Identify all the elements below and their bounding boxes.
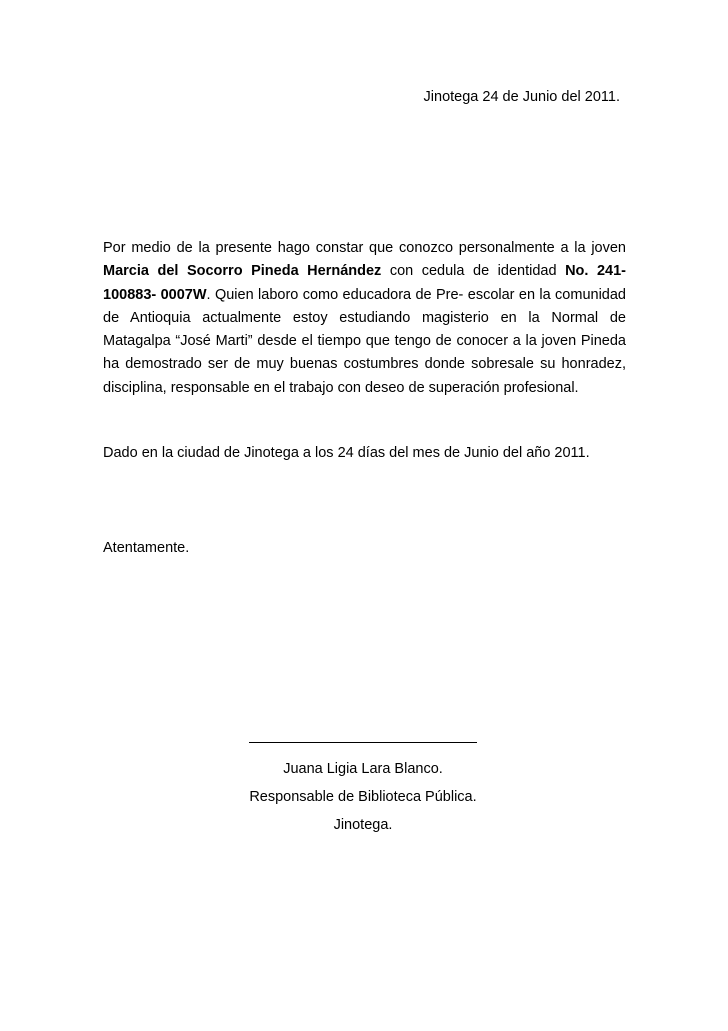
body-text-id-intro: con cedula de identidad [381,263,566,280]
signature-block [228,728,498,834]
signatory-name: Juana Ligia Lara Blanco. [283,761,443,777]
closing: Atentamente. [103,540,190,556]
signatory-city: Jinotega. [333,817,393,833]
signature-line [249,742,477,743]
signatory-role: Responsable de Biblioteca Pública. [249,789,477,805]
date-line: Jinotega 24 de Junio del 2011. [423,89,620,105]
body-text-main: . Quien laboro como educadora de Pre- escolar en la comunidad de Antioquia actualmente estoy estudiando magisterio en la Normal de Matagalpa “José Marti” desde el tiempo que tengo de conocer a la joven Pineda ha demostrado ser de muy buenas costumbres donde sobresale su honradez, disciplina, responsable en el trabajo con deseo de superación profesional. [103,286,626,396]
person-name: Marcia del Socorro Pineda Hernández [103,263,382,280]
id-number: No. 241-100883- 0007W [103,263,626,303]
body-paragraph [103,237,626,400]
given-line: Dado en la ciudad de Jinotega a los 24 días del mes de Junio del año 2011. [103,445,590,461]
body-text-intro: Por medio de la presente hago constar que conozco personalmente a la joven [103,240,626,256]
